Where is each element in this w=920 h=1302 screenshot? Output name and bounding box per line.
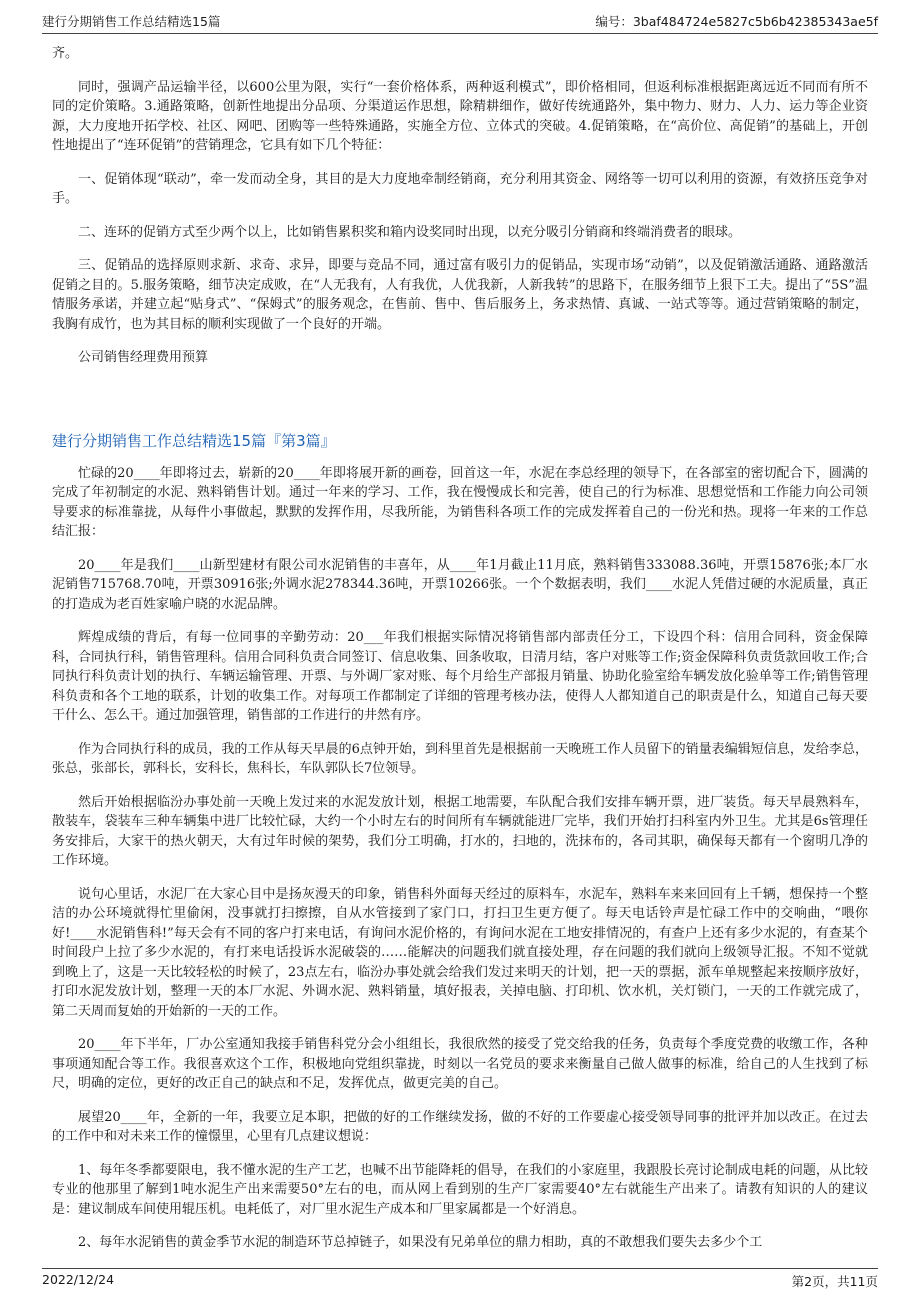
paragraph: 1、每年冬季都要限电，我不懂水泥的生产工艺，也喊不出节能降耗的倡导，在我们的小家庭里，我跟股长亮讨论制成电耗的问题，从比较专业的他那里了解到1吨水泥生产出来需要50°左右的电，而从网上看到别的生产厂家需要40°左右就能生产出来了。请教有知识的人的建议是：建议制成车间使用辊压机。电耗低了，对厂里水泥生产成本和厂里家属都是一个好消息。 bbox=[52, 1162, 868, 1217]
header-doc-title: 建行分期销售工作总结精选15篇 bbox=[42, 14, 221, 29]
paragraph-continued: 齐。 bbox=[52, 46, 79, 61]
paragraph: 说句心里话，水泥厂在大家心目中是扬灰漫天的印象，销售科外面每天经过的原料车，水泥车，熟料车来来回回有上千辆，想保持一个整洁的办公环境就得忙里偷闲，没事就打扫擦擦，自从水管接到了家门口，打扫卫生更方便了。每天电话铃声是忙碌工作中的交响曲，“喂你好!____水泥销售科!”每天会有不同的客户打来电话，有询问水泥价格的，有询问水泥在工地安排情况的，有查户上还有多少水泥的，有查某个时间段户上拉了多少水泥的，有打来电话投诉水泥破袋的……能解决的问题我们就直接处理，存在问题的我们就向上级领导汇报。不知不觉就到晚上了，这是一天比较轻松的时候了，23点左右，临汾办事处就会给我们发过来明天的计划，把一天的票据，派车单规整起来按顺序放好，打印水泥发放计划，整理一天的本厂水泥、外调水泥、熟料销量，填好报表，关掉电脑、打印机、饮水机，关灯锁门，一天的工作就完成了，第二天周而复始的开始新的一天的工作。 bbox=[52, 886, 868, 1019]
page-header bbox=[42, 10, 878, 34]
paragraph: 作为合同执行科的成员，我的工作从每天早晨的6点钟开始，到科里首先是根据前一天晚班工作人员留下的销量表编辑短信息，发给李总，张总，张部长，郭科长，安科长，焦科长，车队郭队长7位领导。 bbox=[52, 741, 868, 776]
paragraph: 辉煌成绩的背后，有每一位同事的辛勤劳动：20___年我们根据实际情况将销售部内部责任分工，下设四个科：信用合同科，资金保障科，合同执行科，销售管理科。信用合同科负责合同签订、信息收集、回条收取，日清月结，客户对账等工作;资金保障科负责货款回收工作;合同执行科负责计划的执行、车辆运输管理、开票、与外调厂家对账、每个月给生产部报月销量、协助化验室给车辆发放化验单等工作;销售管理科负责和各个工地的联系，计划的收集工作。对每项工作都制定了详细的管理考核办法，使得人人都知道自己的职责是什么，知道自己每天要干什么、怎么干。通过加强管理，销售部的工作进行的井然有序。 bbox=[52, 630, 868, 723]
paragraph: 然后开始根据临汾办事处前一天晚上发过来的水泥发放计划，根据工地需要，车队配合我们安排车辆开票，进厂装货。每天早晨熟料车，散装车，袋装车三种车辆集中进厂比较忙碌，大约一个小时左右的时间所有车辆就能进厂完毕，我们开始打扫科室内外卫生。尤其是6s管理任务安排后，大家干的热火朝天，大有过年时候的架势，我们分工明确，打水的，扫地的，洗抹布的，各司其职，确保每天都有一个窗明几净的工作环境。 bbox=[52, 794, 868, 868]
footer-date: 2022/12/24 bbox=[42, 1272, 115, 1287]
header-doc-number: 编号：3baf484724e5827c5b6b42385343ae5f bbox=[595, 14, 878, 29]
paragraph: 展望20____年，全新的一年，我要立足本职，把做的好的工作继续发扬，做的不好的工作要虚心接受领导同事的批评并加以改正。在过去的工作中和对未来工作的憧憬里，心里有几点建议想说： bbox=[52, 1109, 868, 1144]
paragraph: 三、促销品的选择原则求新、求奇、求异，即要与竞品不同，通过富有吸引力的促销品，实现市场“动销”，以及促销激活通路、通路激活促销之目的。5.服务策略，细节决定成败，在“人无我有，人有我优，人优我新，人新我转”的思路下，在服务细节上狠下工夫。提出了“5S”温情服务承诺，并建立起“贴身式”、“保姆式”的服务观念，在售前、售中、售后服务上，务求热情、真诚、一站式等等。通过营销策略的制定，我胸有成竹，也为其目标的顺利实现做了一个良好的开端。 bbox=[52, 258, 868, 332]
page-footer bbox=[42, 1268, 878, 1290]
footer-page-number: 第2页，共11页 bbox=[791, 1274, 878, 1289]
section-title: 建行分期销售工作总结精选15篇『第3篇』 bbox=[52, 431, 336, 450]
paragraph: 一、促销体现“联动”，牵一发而动全身，其目的是大力度地牵制经销商，充分利用其资金、网络等一切可以利用的资源，有效挤压竞争对手。 bbox=[52, 171, 868, 206]
paragraph: 同时，强调产品运输半径，以600公里为限，实行“一套价格体系，两种返利模式”，即价格相同，但返利标准根据距离远近不同而有所不同的定价策略。3.通路策略，创新性地提出分品项、分渠道运作思想，除精耕细作，做好传统通路外，集中物力、财力、人力、运力等企业资源，大力度地开拓学校、社区、网吧、团购等一些特殊通路，实施全方位、立体式的突破。4.促销策略，在“高价位、高促销”的基础上，开创性地提出了“连环促销”的营销理念，它具有如下几个特征： bbox=[52, 79, 868, 153]
paragraph: 二、连环的促销方式至少两个以上，比如销售累积奖和箱内设奖同时出现，以充分吸引分销商和终端消费者的眼球。 bbox=[78, 224, 742, 240]
paragraph: 20____年是我们____山新型建材有限公司水泥销售的丰喜年，从____年1月截止11月底，熟料销售333088.36吨，开票15876张;本厂水泥销售715768.70吨，开票30916张;外调水泥278344.36吨，开票10266张。一个个数据表明，我们____水泥人凭借过硬的水泥质量，真正的打造成为老百姓家喻户晓的水泥品牌。 bbox=[52, 557, 868, 612]
paragraph: 2、每年水泥销售的黄金季节水泥的制造环节总掉链子，如果没有兄弟单位的鼎力相助，真的不敢想我们要失去多少个工 bbox=[78, 1235, 763, 1250]
document-body bbox=[52, 44, 868, 1253]
paragraph: 忙碌的20____年即将过去，崭新的20____年即将展开新的画卷，回首这一年，水泥在李总经理的领导下，在各部室的密切配合下，圆满的完成了年初制定的水泥、熟料销售计划。通过一年来的学习、工作，我在慢慢成长和完善，使自己的行为标准、思想觉悟和工作能力向公司领导要求的标准靠拢，从每件小事做起，默默的发挥作用，尽我所能，为销售科各项工作的完成发挥着自己的一份光和热。现将一年来的工作总结汇报： bbox=[52, 465, 868, 539]
paragraph: 公司销售经理费用预算 bbox=[78, 350, 209, 365]
paragraph: 20____年下半年，厂办公室通知我接手销售科党分会小组组长，我很欣然的接受了党交给我的任务，负责每个季度党费的收缴工作，各种事项通知配合等工作。我很喜欢这个工作，积极地向党组织靠拢，时刻以一名党员的要求来衡量自己做人做事的标准，给自己的人生找到了标尺，明确的定位，更好的改正自己的缺点和不足，发挥优点，做更完美的自己。 bbox=[52, 1037, 868, 1091]
